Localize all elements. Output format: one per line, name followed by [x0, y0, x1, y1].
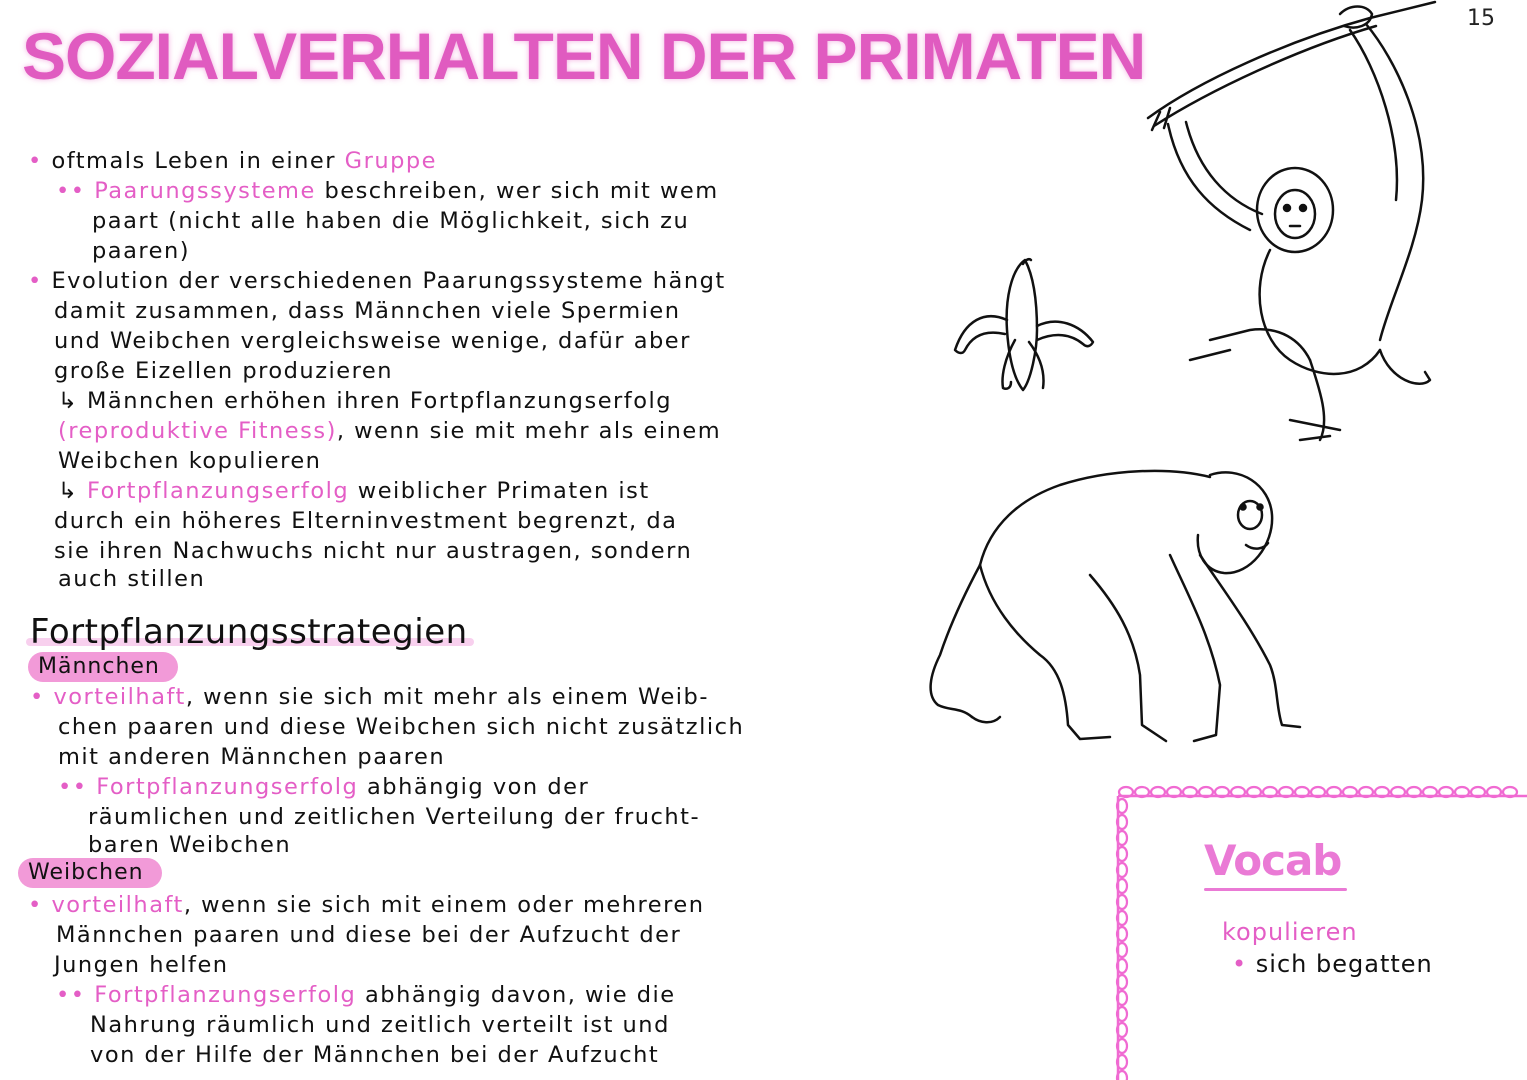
intro-line-14: sie ihren Nachwuchs nicht nur austragen, sondern: [54, 538, 693, 564]
male-line-1: [30, 686, 709, 709]
intro-line-2: [56, 180, 719, 203]
bullet: ••: [58, 774, 88, 800]
intro-line-4: paaren): [92, 238, 190, 264]
term-fortpflanzungserfolg: Fortpflanzungserfolg: [94, 982, 357, 1008]
bullet: •: [28, 268, 43, 294]
intro-line-15: auch stillen: [58, 566, 206, 592]
intro-line-5: [28, 270, 726, 293]
intro-line-13: durch ein höheres Elterninvestment begrenzt, da: [54, 508, 678, 534]
female-line-6: von der Hilfe der Männchen bei der Aufzucht: [90, 1042, 660, 1068]
section-heading: Fortpflanzungsstrategien: [30, 612, 468, 652]
male-line-6: baren Weibchen: [88, 832, 292, 858]
term-vorteilhaft: vorteilhaft: [51, 892, 184, 918]
bullet: ••: [56, 982, 86, 1008]
arrow: ↳: [58, 478, 88, 504]
male-line-3: mit anderen Männchen paaren: [58, 744, 446, 770]
term-vorteilhaft: vorteilhaft: [53, 684, 186, 710]
text: oftmals Leben in einer: [51, 148, 345, 174]
gibbon-illustration: [1140, 0, 1440, 450]
text: sich begatten: [1255, 950, 1433, 978]
intro-line-10: [58, 420, 721, 443]
vocab-term: kopulieren: [1222, 918, 1358, 946]
page-number: 15: [1467, 6, 1495, 31]
female-line-1: [28, 894, 704, 917]
text: Evolution der verschiedenen Paarungssysteme hängt: [51, 268, 726, 294]
intro-line-12: [58, 480, 650, 503]
vocab-definition: [1232, 950, 1433, 978]
chimpanzee-illustration: [920, 455, 1315, 755]
term-gruppe: Gruppe: [344, 148, 438, 174]
bullet: ••: [56, 178, 86, 204]
page-title: SOZIALVERHALTEN DER PRIMATEN: [22, 19, 1146, 93]
text: , wenn sie sich mit mehr als einem Weib-: [185, 684, 709, 710]
tag-maennchen: Männchen: [28, 652, 178, 682]
term-fortpflanzungserfolg: Fortpflanzungserfolg: [96, 774, 359, 800]
intro-line-6: damit zusammen, dass Männchen viele Spermien: [54, 298, 681, 324]
female-line-4: [56, 984, 676, 1007]
bullet: •: [1232, 950, 1248, 978]
female-line-5: Nahrung räumlich und zeitlich verteilt ist und: [90, 1012, 670, 1038]
term-reproduktive-fitness: (reproduktive Fitness): [58, 418, 337, 444]
male-line-4: [58, 776, 589, 799]
intro-line-9: ↳ Männchen erhöhen ihren Fortpflanzungserfolg: [58, 388, 673, 414]
text: , wenn sie mit mehr als einem: [336, 418, 722, 444]
bullet: •: [30, 684, 45, 710]
female-line-2: Männchen paaren und diese bei der Aufzucht der: [56, 922, 682, 948]
banana-illustration: [945, 250, 1105, 400]
vocab-title: Vocab: [1204, 836, 1342, 885]
intro-line-7: und Weibchen vergleichsweise wenige, dafür aber: [54, 328, 691, 354]
text: weiblicher Primaten ist: [349, 478, 650, 504]
tag-weibchen: Weibchen: [18, 858, 162, 888]
text: beschreiben, wer sich mit wem: [315, 178, 719, 204]
term-fortpflanzungserfolg: Fortpflanzungserfolg: [87, 478, 350, 504]
intro-line-3: paart (nicht alle haben die Möglichkeit, sich zu: [92, 208, 690, 234]
bullet: •: [28, 892, 43, 918]
female-line-3: Jungen helfen: [54, 952, 229, 978]
male-line-5: räumlichen und zeitlichen Verteilung der frucht-: [88, 804, 701, 830]
text: abhängig davon, wie die: [356, 982, 676, 1008]
text: abhängig von der: [358, 774, 590, 800]
intro-line-11: Weibchen kopulieren: [58, 448, 322, 474]
bullet: •: [28, 148, 43, 174]
male-line-2: chen paaren und diese Weibchen sich nicht zusätzlich: [58, 714, 745, 740]
text: , wenn sie sich mit einem oder mehreren: [183, 892, 705, 918]
term-paarungssysteme: Paarungssysteme: [94, 178, 316, 204]
intro-line-8: große Eizellen produzieren: [54, 358, 393, 384]
intro-line-1: [28, 150, 437, 173]
